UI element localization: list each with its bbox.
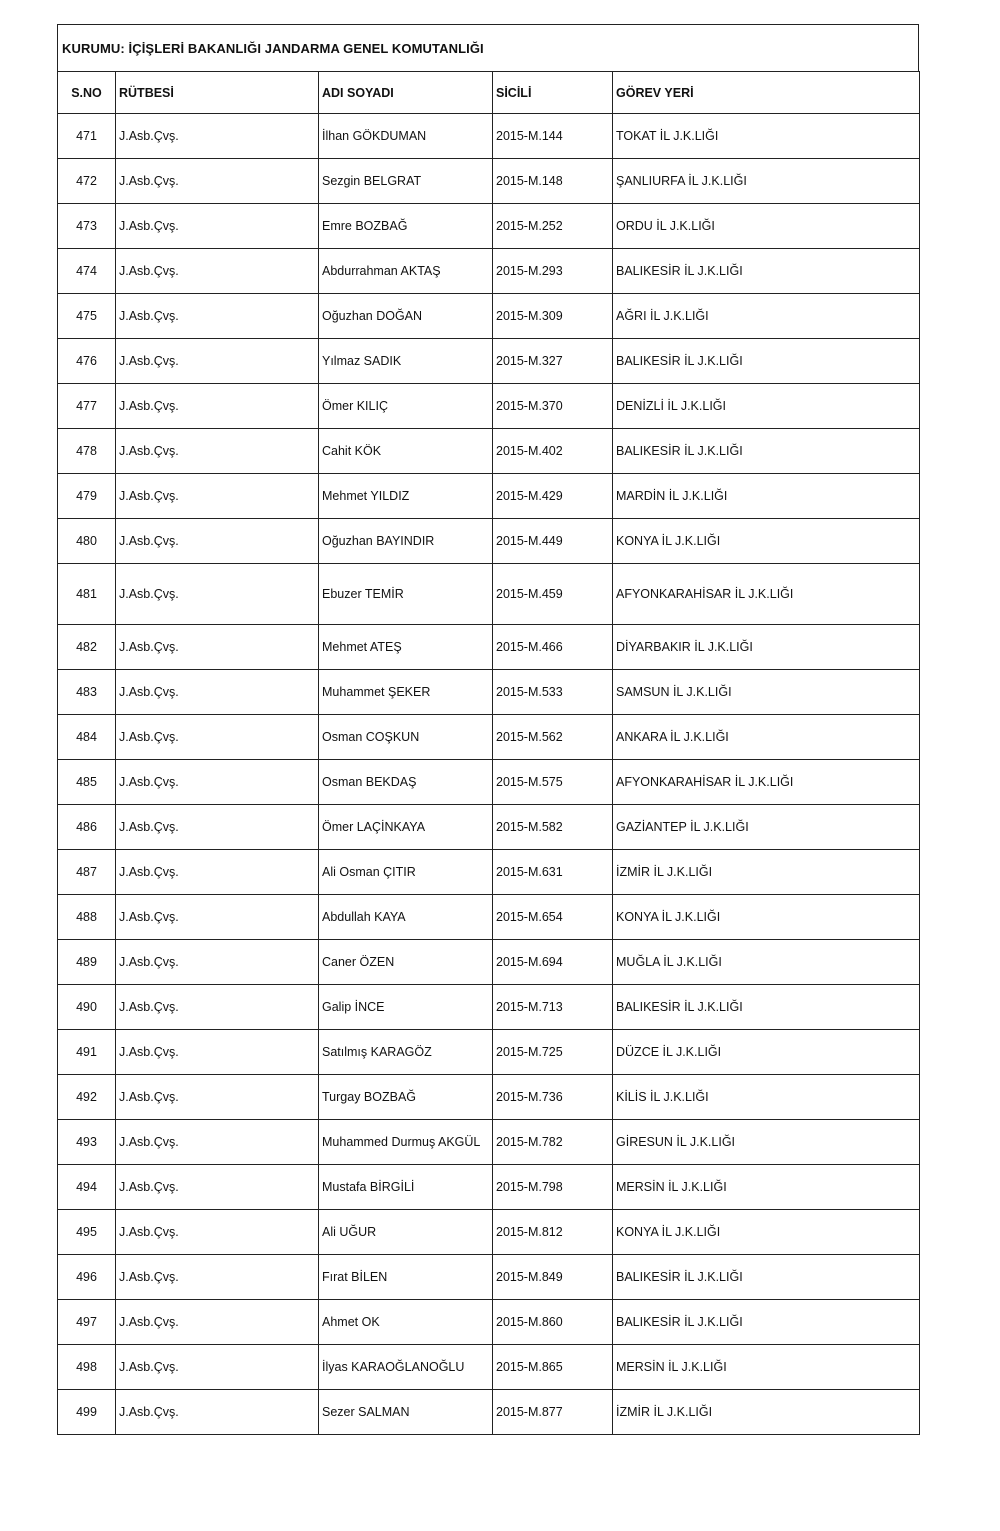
cell-registry: 2015-M.449 [493, 519, 613, 564]
cell-name: Caner ÖZEN [319, 940, 493, 985]
cell-rank: J.Asb.Çvş. [116, 114, 319, 159]
cell-registry: 2015-M.459 [493, 564, 613, 625]
cell-name: Yılmaz SADIK [319, 339, 493, 384]
cell-registry: 2015-M.812 [493, 1210, 613, 1255]
cell-name: Turgay BOZBAĞ [319, 1075, 493, 1120]
cell-duty-station: ŞANLIURFA İL J.K.LIĞI [613, 159, 920, 204]
cell-name: Muhammet ŞEKER [319, 670, 493, 715]
cell-registry: 2015-M.865 [493, 1345, 613, 1390]
cell-sno: 474 [58, 249, 116, 294]
cell-name: Ebuzer TEMİR [319, 564, 493, 625]
table-row [58, 1300, 920, 1345]
cell-rank: J.Asb.Çvş. [116, 249, 319, 294]
cell-name: Muhammed Durmuş AKGÜL [319, 1120, 493, 1165]
cell-rank: J.Asb.Çvş. [116, 985, 319, 1030]
cell-registry: 2015-M.327 [493, 339, 613, 384]
table-row [58, 940, 920, 985]
cell-rank: J.Asb.Çvş. [116, 670, 319, 715]
cell-sno: 482 [58, 625, 116, 670]
column-header-name: ADI SOYADI [319, 72, 493, 114]
cell-sno: 498 [58, 1345, 116, 1390]
cell-sno: 487 [58, 850, 116, 895]
cell-sno: 493 [58, 1120, 116, 1165]
cell-name: Mehmet YILDIZ [319, 474, 493, 519]
table-row [58, 474, 920, 519]
cell-name: Osman BEKDAŞ [319, 760, 493, 805]
table-row [58, 384, 920, 429]
cell-sno: 490 [58, 985, 116, 1030]
cell-duty-station: GİRESUN İL J.K.LIĞI [613, 1120, 920, 1165]
cell-duty-station: AFYONKARAHİSAR İL J.K.LIĞI [613, 760, 920, 805]
cell-registry: 2015-M.713 [493, 985, 613, 1030]
cell-sno: 484 [58, 715, 116, 760]
cell-rank: J.Asb.Çvş. [116, 159, 319, 204]
cell-rank: J.Asb.Çvş. [116, 384, 319, 429]
table-row [58, 564, 920, 625]
table-row [58, 204, 920, 249]
table-row [58, 159, 920, 204]
cell-sno: 486 [58, 805, 116, 850]
cell-rank: J.Asb.Çvş. [116, 474, 319, 519]
cell-name: Abdurrahman AKTAŞ [319, 249, 493, 294]
table-row [58, 985, 920, 1030]
table-row [58, 805, 920, 850]
cell-rank: J.Asb.Çvş. [116, 1390, 319, 1435]
cell-registry: 2015-M.725 [493, 1030, 613, 1075]
cell-name: Sezer SALMAN [319, 1390, 493, 1435]
cell-name: Ömer LAÇİNKAYA [319, 805, 493, 850]
cell-duty-station: BALIKESİR İL J.K.LIĞI [613, 1255, 920, 1300]
table-row [58, 895, 920, 940]
table-row [58, 429, 920, 474]
cell-duty-station: SAMSUN İL J.K.LIĞI [613, 670, 920, 715]
cell-registry: 2015-M.782 [493, 1120, 613, 1165]
cell-name: Mehmet ATEŞ [319, 625, 493, 670]
cell-registry: 2015-M.575 [493, 760, 613, 805]
cell-rank: J.Asb.Çvş. [116, 1255, 319, 1300]
cell-duty-station: İZMİR İL J.K.LIĞI [613, 1390, 920, 1435]
cell-sno: 476 [58, 339, 116, 384]
table-row [58, 1030, 920, 1075]
table-row [58, 114, 920, 159]
cell-name: İlhan GÖKDUMAN [319, 114, 493, 159]
cell-rank: J.Asb.Çvş. [116, 204, 319, 249]
table-row [58, 760, 920, 805]
cell-registry: 2015-M.429 [493, 474, 613, 519]
cell-sno: 491 [58, 1030, 116, 1075]
cell-sno: 492 [58, 1075, 116, 1120]
table-row [58, 715, 920, 760]
cell-rank: J.Asb.Çvş. [116, 760, 319, 805]
table-row [58, 850, 920, 895]
table-header-row [58, 72, 920, 114]
cell-name: Ali UĞUR [319, 1210, 493, 1255]
column-header-registry: SİCİLİ [493, 72, 613, 114]
cell-rank: J.Asb.Çvş. [116, 1345, 319, 1390]
cell-sno: 489 [58, 940, 116, 985]
cell-duty-station: MUĞLA İL J.K.LIĞI [613, 940, 920, 985]
cell-rank: J.Asb.Çvş. [116, 850, 319, 895]
cell-duty-station: ANKARA İL J.K.LIĞI [613, 715, 920, 760]
cell-sno: 494 [58, 1165, 116, 1210]
cell-rank: J.Asb.Çvş. [116, 1075, 319, 1120]
cell-name: Ahmet OK [319, 1300, 493, 1345]
cell-duty-station: DİYARBAKIR İL J.K.LIĞI [613, 625, 920, 670]
table-row [58, 1210, 920, 1255]
cell-name: Cahit KÖK [319, 429, 493, 474]
cell-duty-station: MARDİN İL J.K.LIĞI [613, 474, 920, 519]
cell-duty-station: MERSİN İL J.K.LIĞI [613, 1165, 920, 1210]
table-row [58, 1390, 920, 1435]
cell-rank: J.Asb.Çvş. [116, 339, 319, 384]
cell-registry: 2015-M.562 [493, 715, 613, 760]
table-row [58, 1345, 920, 1390]
table-row [58, 670, 920, 715]
cell-duty-station: KONYA İL J.K.LIĞI [613, 895, 920, 940]
cell-name: Satılmış KARAGÖZ [319, 1030, 493, 1075]
cell-registry: 2015-M.309 [493, 294, 613, 339]
cell-name: Ali Osman ÇITIR [319, 850, 493, 895]
cell-registry: 2015-M.631 [493, 850, 613, 895]
cell-rank: J.Asb.Çvş. [116, 625, 319, 670]
cell-sno: 471 [58, 114, 116, 159]
cell-sno: 496 [58, 1255, 116, 1300]
cell-registry: 2015-M.877 [493, 1390, 613, 1435]
personnel-table [57, 71, 920, 1435]
cell-sno: 480 [58, 519, 116, 564]
cell-duty-station: BALIKESİR İL J.K.LIĞI [613, 249, 920, 294]
cell-sno: 475 [58, 294, 116, 339]
cell-name: Mustafa BİRGİLİ [319, 1165, 493, 1210]
cell-name: İlyas KARAOĞLANOĞLU [319, 1345, 493, 1390]
cell-registry: 2015-M.736 [493, 1075, 613, 1120]
personnel-list-sheet [57, 24, 919, 1435]
table-row [58, 1255, 920, 1300]
cell-sno: 497 [58, 1300, 116, 1345]
cell-duty-station: BALIKESİR İL J.K.LIĞI [613, 429, 920, 474]
cell-duty-station: BALIKESİR İL J.K.LIĞI [613, 985, 920, 1030]
cell-rank: J.Asb.Çvş. [116, 564, 319, 625]
cell-duty-station: AĞRI İL J.K.LIĞI [613, 294, 920, 339]
cell-duty-station: GAZİANTEP İL J.K.LIĞI [613, 805, 920, 850]
cell-name: Sezgin BELGRAT [319, 159, 493, 204]
cell-duty-station: BALIKESİR İL J.K.LIĞI [613, 339, 920, 384]
cell-duty-station: KONYA İL J.K.LIĞI [613, 519, 920, 564]
cell-sno: 488 [58, 895, 116, 940]
table-row [58, 294, 920, 339]
cell-rank: J.Asb.Çvş. [116, 1300, 319, 1345]
cell-rank: J.Asb.Çvş. [116, 940, 319, 985]
cell-duty-station: BALIKESİR İL J.K.LIĞI [613, 1300, 920, 1345]
cell-registry: 2015-M.849 [493, 1255, 613, 1300]
cell-sno: 481 [58, 564, 116, 625]
table-row [58, 1120, 920, 1165]
cell-name: Emre BOZBAĞ [319, 204, 493, 249]
cell-registry: 2015-M.798 [493, 1165, 613, 1210]
cell-duty-station: ORDU İL J.K.LIĞI [613, 204, 920, 249]
cell-name: Ömer KILIÇ [319, 384, 493, 429]
cell-sno: 479 [58, 474, 116, 519]
cell-rank: J.Asb.Çvş. [116, 1165, 319, 1210]
cell-registry: 2015-M.466 [493, 625, 613, 670]
cell-duty-station: MERSİN İL J.K.LIĞI [613, 1345, 920, 1390]
cell-registry: 2015-M.860 [493, 1300, 613, 1345]
cell-duty-station: TOKAT İL J.K.LIĞI [613, 114, 920, 159]
cell-sno: 472 [58, 159, 116, 204]
cell-sno: 495 [58, 1210, 116, 1255]
cell-registry: 2015-M.144 [493, 114, 613, 159]
table-row [58, 339, 920, 384]
cell-registry: 2015-M.252 [493, 204, 613, 249]
table-row [58, 519, 920, 564]
cell-registry: 2015-M.402 [493, 429, 613, 474]
cell-rank: J.Asb.Çvş. [116, 715, 319, 760]
cell-rank: J.Asb.Çvş. [116, 429, 319, 474]
cell-registry: 2015-M.148 [493, 159, 613, 204]
cell-rank: J.Asb.Çvş. [116, 294, 319, 339]
cell-name: Abdullah KAYA [319, 895, 493, 940]
cell-duty-station: İZMİR İL J.K.LIĞI [613, 850, 920, 895]
cell-registry: 2015-M.582 [493, 805, 613, 850]
column-header-duty-station: GÖREV YERİ [613, 72, 920, 114]
table-row [58, 1165, 920, 1210]
cell-name: Oğuzhan BAYINDIR [319, 519, 493, 564]
cell-sno: 478 [58, 429, 116, 474]
table-body [58, 114, 920, 1435]
cell-registry: 2015-M.654 [493, 895, 613, 940]
column-header-rank: RÜTBESİ [116, 72, 319, 114]
cell-name: Fırat BİLEN [319, 1255, 493, 1300]
cell-registry: 2015-M.293 [493, 249, 613, 294]
cell-registry: 2015-M.533 [493, 670, 613, 715]
cell-duty-station: KİLİS İL J.K.LIĞI [613, 1075, 920, 1120]
cell-sno: 483 [58, 670, 116, 715]
table-row [58, 249, 920, 294]
cell-duty-station: DÜZCE İL J.K.LIĞI [613, 1030, 920, 1075]
cell-rank: J.Asb.Çvş. [116, 805, 319, 850]
cell-registry: 2015-M.694 [493, 940, 613, 985]
cell-duty-station: AFYONKARAHİSAR İL J.K.LIĞI [613, 564, 920, 625]
cell-duty-station: KONYA İL J.K.LIĞI [613, 1210, 920, 1255]
cell-rank: J.Asb.Çvş. [116, 519, 319, 564]
table-row [58, 625, 920, 670]
cell-sno: 485 [58, 760, 116, 805]
cell-duty-station: DENİZLİ İL J.K.LIĞI [613, 384, 920, 429]
column-header-sno: S.NO [58, 72, 116, 114]
cell-rank: J.Asb.Çvş. [116, 1030, 319, 1075]
institution-title: KURUMU: İÇİŞLERİ BAKANLIĞI JANDARMA GENEL KOMUTANLIĞI [57, 24, 919, 71]
cell-rank: J.Asb.Çvş. [116, 1210, 319, 1255]
cell-name: Galip İNCE [319, 985, 493, 1030]
cell-rank: J.Asb.Çvş. [116, 1120, 319, 1165]
cell-sno: 477 [58, 384, 116, 429]
cell-name: Oğuzhan DOĞAN [319, 294, 493, 339]
cell-sno: 499 [58, 1390, 116, 1435]
cell-registry: 2015-M.370 [493, 384, 613, 429]
cell-rank: J.Asb.Çvş. [116, 895, 319, 940]
cell-sno: 473 [58, 204, 116, 249]
table-row [58, 1075, 920, 1120]
cell-name: Osman COŞKUN [319, 715, 493, 760]
